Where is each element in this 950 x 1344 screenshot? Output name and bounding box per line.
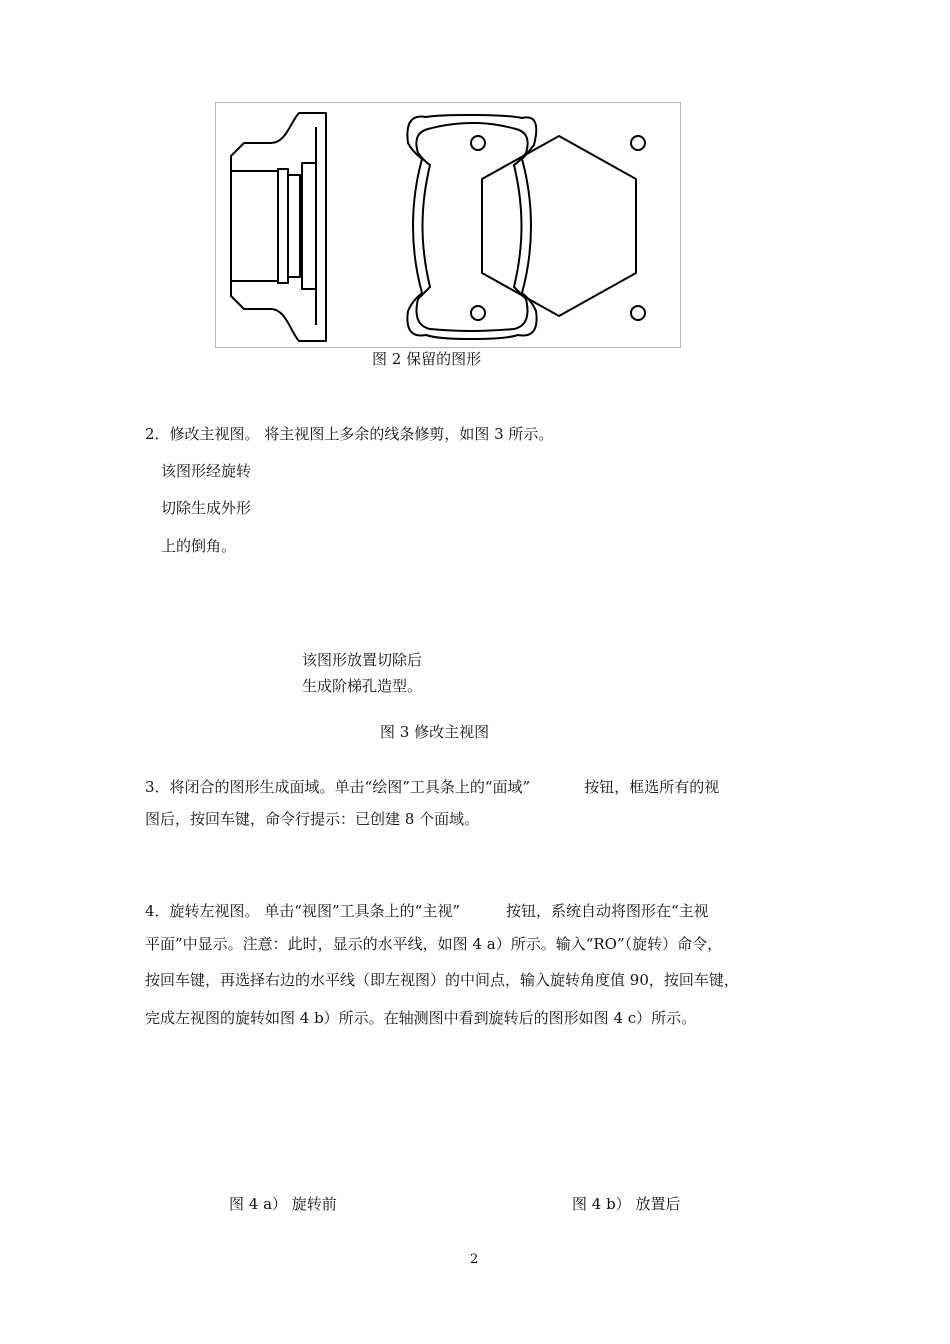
figure-2-drawing xyxy=(215,102,681,348)
hexagon-outline xyxy=(482,136,636,316)
step-3-line-1-b: 按钮，框选所有的视 xyxy=(584,778,720,796)
step-4-line-3: 按回车键，再选择右边的水平线（即左视图）的中间点，输入旋转角度值 90，按回车键， xyxy=(145,971,739,989)
flange-outline xyxy=(407,115,536,339)
step-4-line-4: 完成左视图的旋转如图 4 b）所示。在轴测图中看到旋转后的图形如图 4 c）所示。 xyxy=(145,1009,697,1027)
figure-4b-caption: 图 4 b） 放置后 xyxy=(572,1195,681,1213)
side-view-groove xyxy=(288,175,300,277)
step-4-line-2: 平面”中显示。注意：此时，显示的水平线，如图 4 a）所示。输入“RO”（旋转）命令， xyxy=(145,935,723,953)
step-2-text: 2．修改主视图。 将主视图上多余的线条修剪，如图 3 所示。 xyxy=(145,425,554,443)
figure-2-svg xyxy=(216,103,682,349)
side-view-groove xyxy=(278,169,288,283)
page-number: 2 xyxy=(470,1252,479,1267)
figure-4a-caption: 图 4 a） 旋转前 xyxy=(229,1195,337,1213)
figure-3-note-left-3: 上的倒角。 xyxy=(161,537,237,555)
bolt-hole xyxy=(471,306,485,320)
step-4-line-1-b: 按钮，系统自动将图形在“主视 xyxy=(506,902,709,920)
step-4-line-1 xyxy=(145,901,709,921)
flange-inner-outline xyxy=(416,123,527,331)
side-view-groove xyxy=(302,163,316,289)
bolt-hole xyxy=(631,136,645,150)
figure-3-caption: 图 3 修改主视图 xyxy=(380,723,490,741)
figure-3-note-left-1: 该图形经旋转 xyxy=(161,462,252,480)
step-4-line-1-a: 4．旋转左视图。 单击“视图”工具条上的“主视” xyxy=(145,902,460,920)
step-3-line-2: 图后，按回车键，命令行提示：已创建 8 个面域。 xyxy=(145,810,480,828)
figure-3-note-left-2: 切除生成外形 xyxy=(161,499,252,517)
figure-2-caption: 图 2 保留的图形 xyxy=(372,350,482,368)
bolt-hole xyxy=(631,306,645,320)
step-3-line-1 xyxy=(145,777,719,797)
figure-3-note-center-2: 生成阶梯孔造型。 xyxy=(302,677,423,695)
step-3-line-1-a: 3．将闭合的图形生成面域。单击“绘图”工具条上的“面域” xyxy=(145,778,531,796)
bolt-hole xyxy=(471,136,485,150)
figure-3-note-center-1: 该图形放置切除后 xyxy=(302,651,423,669)
